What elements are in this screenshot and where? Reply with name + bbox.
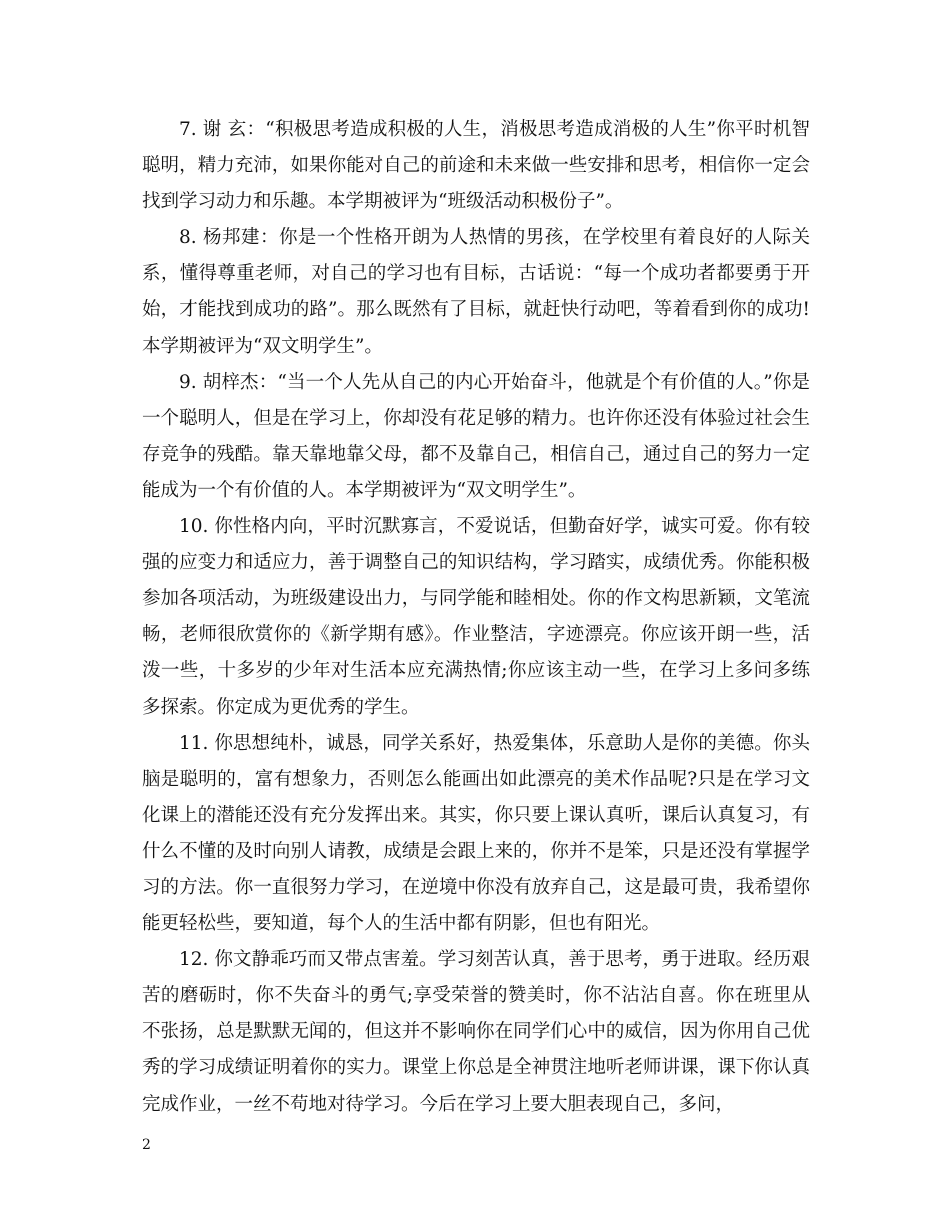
paragraph-9: 9. 胡梓杰：“当一个人先从自己的内心开始奋斗，他就是个有价值的人。”你是一个聪明人，但是在学习上，你却没有花足够的精力。也许你还没有体验过社会生存竞争的残酷。靠天靠地靠父母，都不及靠自己，相信自己，通过自己的努力一定能成为一个有价值的人。本学期被评为“双文明学生”。 — [142, 371, 810, 501]
paragraph-7: 7. 谢 玄：“积极思考造成积极的人生，消极思考造成消极的人生”你平时机智聪明，精力充沛，如果你能对自己的前途和未来做一些安排和思考，相信你一定会找到学习动力和乐趣。本学期被评为“班级活动积极份子”。 — [142, 119, 810, 213]
paragraph-12: 12. 你文静乖巧而又带点害羞。学习刻苦认真，善于思考，勇于进取。经历艰苦的磨砺时，你不失奋斗的勇气;享受荣誉的赞美时，你不沾沾自喜。你在班里从不张扬，总是默默无闻的，但这并不影响你在同学们心中的威信，因为你用自己优秀的学习成绩证明着你的实力。课堂上你总是全神贯注地听老师讲课，课下你认真完成作业，一丝不苟地对待学习。今后在学习上要大胆表现自己，多问， — [142, 949, 810, 1115]
paragraph-11: 11. 你思想纯朴，诚恳，同学关系好，热爱集体，乐意助人是你的美德。你头脑是聪明的，富有想象力，否则怎么能画出如此漂亮的美术作品呢?只是在学习文化课上的潜能还没有充分发挥出来。其实，你只要上课认真听，课后认真复习，有什么不懂的及时向别人请教，成绩是会跟上来的，你并不是笨，只是还没有掌握学习的方法。你一直很努力学习，在逆境中你没有放弃自己，这是最可贵，我希望你能更轻松些，要知道，每个人的生活中都有阴影，但也有阳光。 — [142, 732, 810, 935]
document-body — [142, 112, 810, 1123]
paragraph-10: 10. 你性格内向，平时沉默寡言，不爱说话，但勤奋好学，诚实可爱。你有较强的应变力和适应力，善于调整自己的知识结构，学习踏实，成绩优秀。你能积极参加各项活动，为班级建设出力，与同学能和睦相处。你的作文构思新颖，文笔流畅，老师很欣赏你的《新学期有感》。作业整洁，字迹漂亮。你应该开朗一些，活泼一些，十多岁的少年对生活本应充满热情;你应该主动一些，在学习上多问多练多探索。你定成为更优秀的学生。 — [142, 516, 810, 718]
page-number: 2 — [142, 1137, 151, 1153]
paragraph-8: 8. 杨邦建：你是一个性格开朗为人热情的男孩，在学校里有着良好的人际关系，懂得尊重老师，对自己的学习也有目标，古话说：“每一个成功者都要勇于开始，才能找到成功的路”。那么既然有了目标，就赶快行动吧，等着看到你的成功!本学期被评为“双文明学生”。 — [142, 227, 810, 357]
